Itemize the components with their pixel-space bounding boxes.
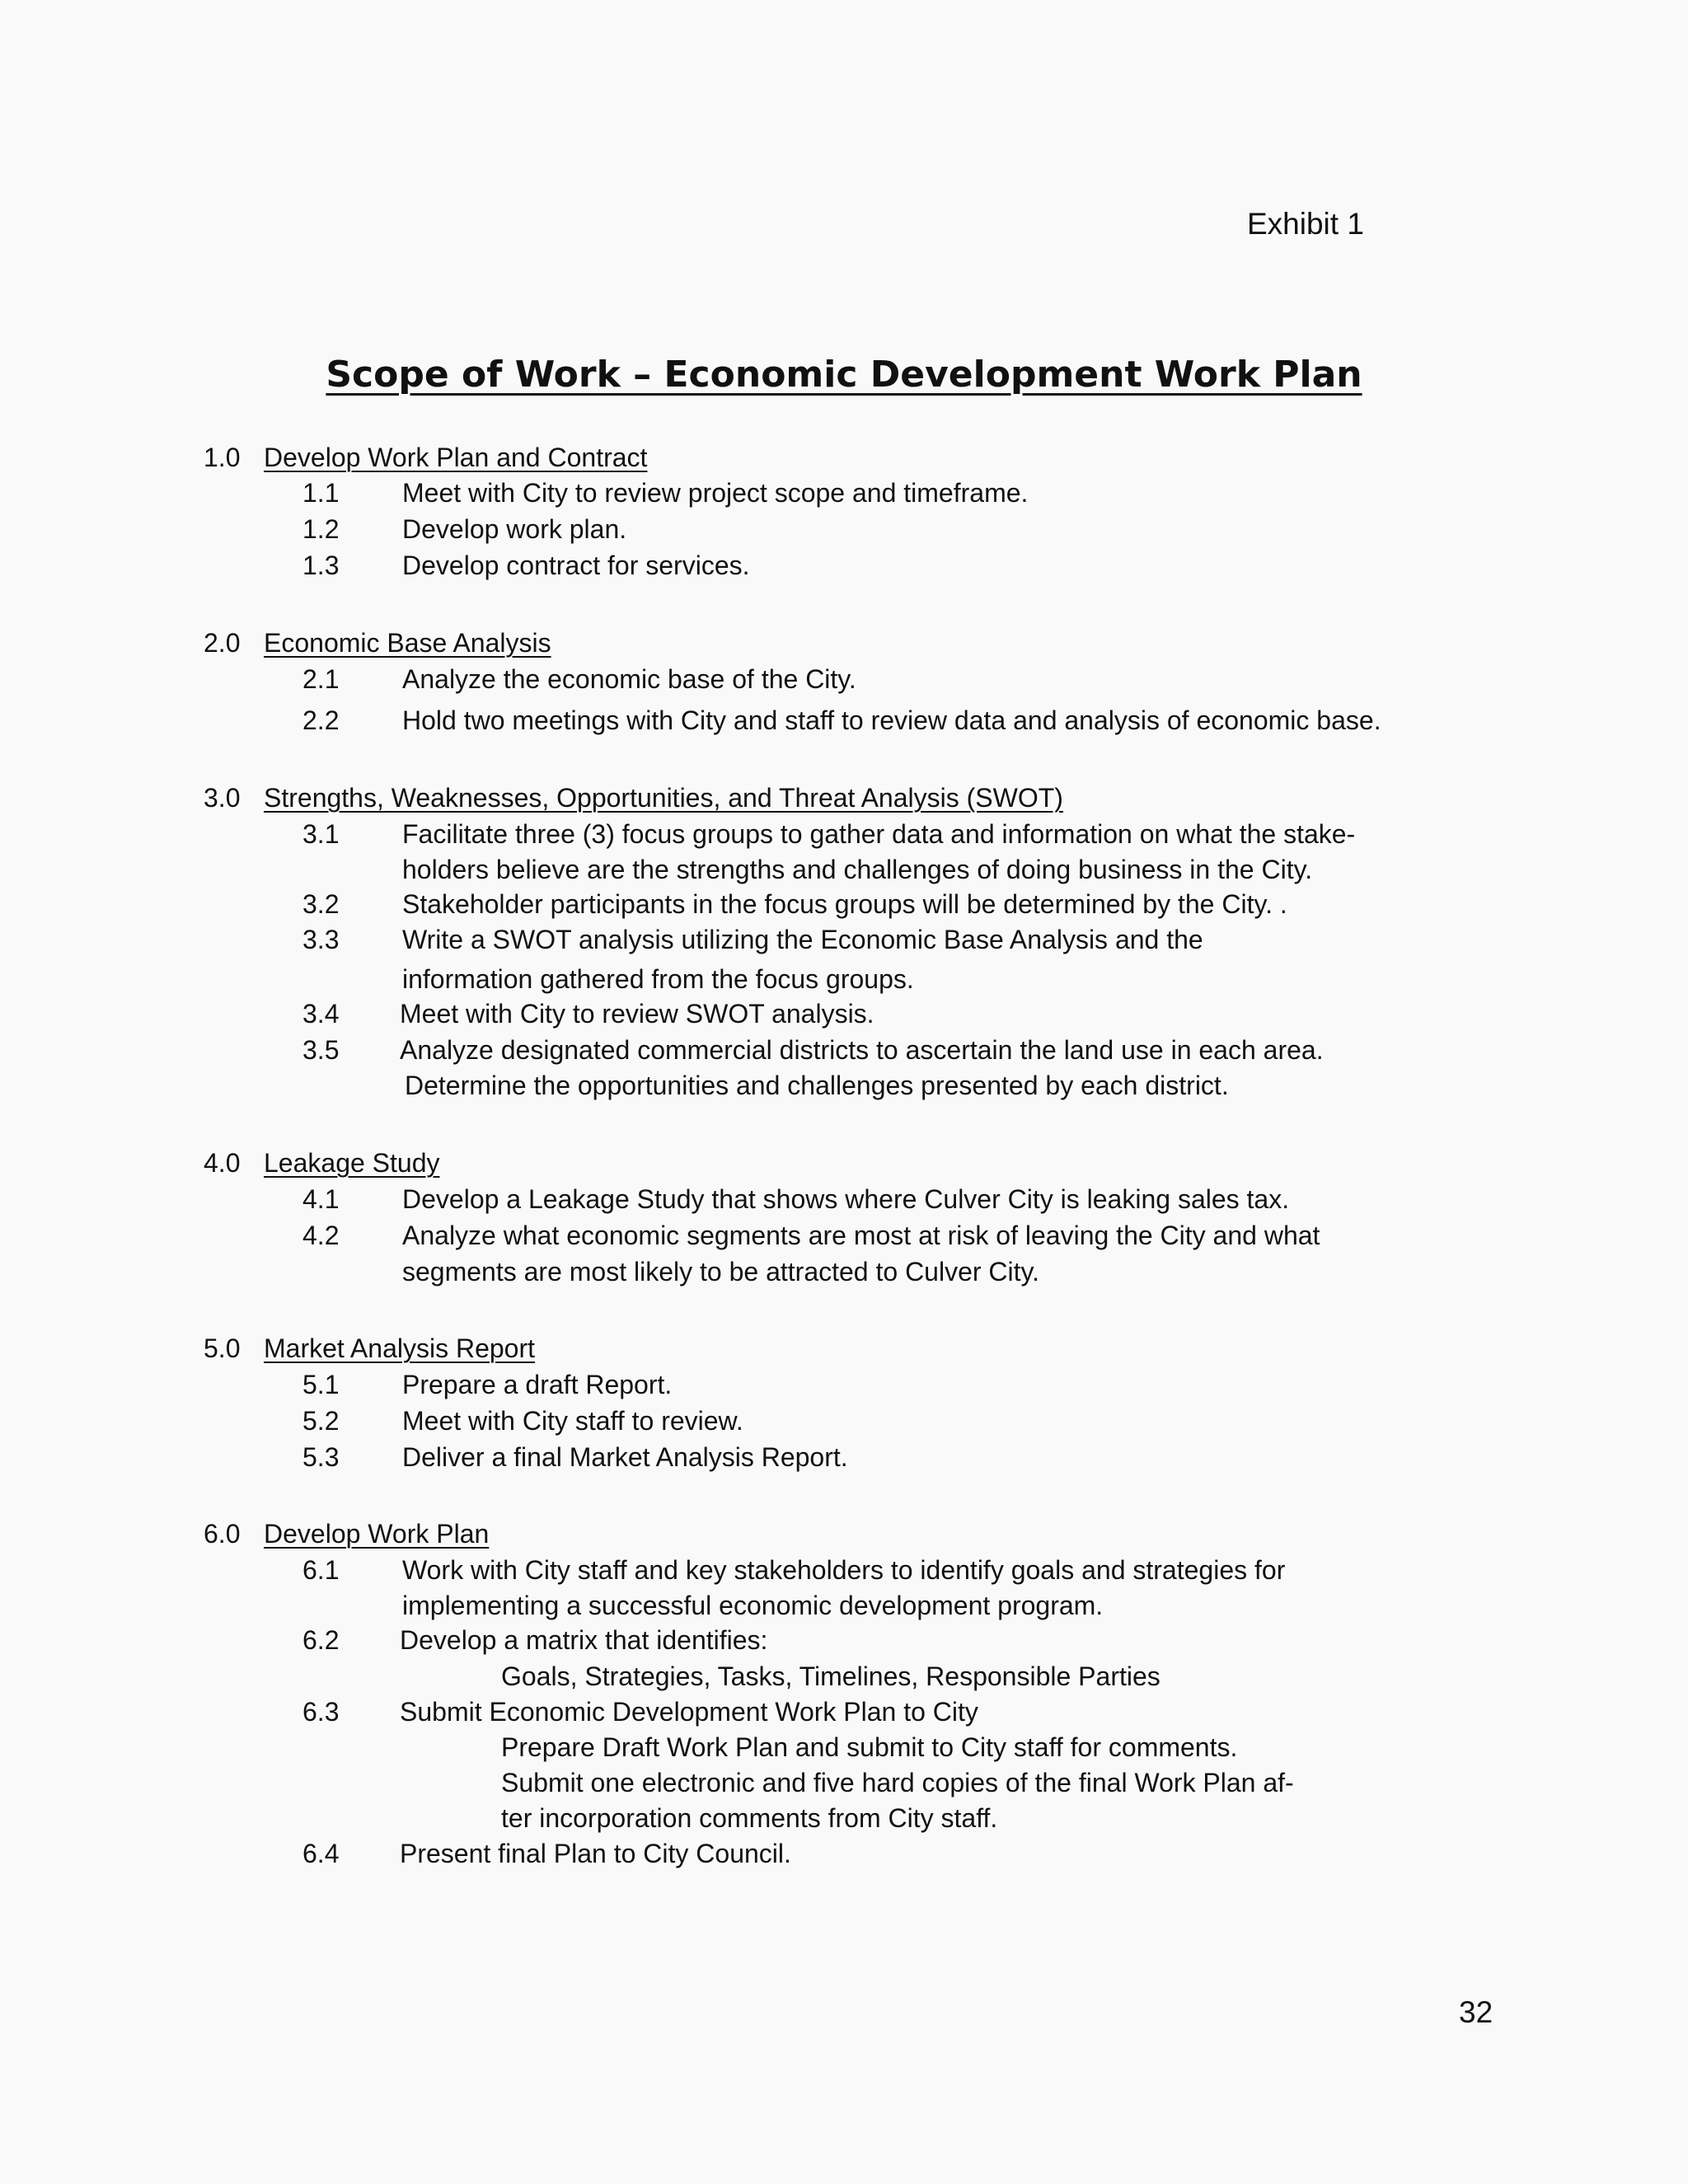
item-number: 3.4 xyxy=(302,999,340,1029)
item-number: 3.3 xyxy=(302,925,340,954)
item-text: Write a SWOT analysis utilizing the Economic Base Analysis and the xyxy=(402,925,1203,954)
section-number: 1.0 xyxy=(204,443,241,472)
item-text-continued: holders believe are the strengths and challenges of doing business in the City. xyxy=(402,855,1313,884)
item-text: Submit Economic Development Work Plan to City xyxy=(400,1697,978,1727)
item-number: 5.1 xyxy=(302,1370,340,1399)
item-text: Present final Plan to City Council. xyxy=(400,1839,791,1868)
item-number: 5.2 xyxy=(302,1406,340,1436)
item-text: Deliver a final Market Analysis Report. xyxy=(402,1442,848,1472)
item-text: Develop a Leakage Study that shows where Culver City is leaking sales tax. xyxy=(402,1184,1290,1214)
item-number: 6.1 xyxy=(302,1555,340,1585)
item-text: Analyze the economic base of the City. xyxy=(402,664,856,694)
item-text: Meet with City to review project scope and timeframe. xyxy=(402,478,1029,508)
item-number: 3.1 xyxy=(302,819,340,849)
section-title: Economic Base Analysis xyxy=(264,628,551,658)
item-text: Develop work plan. xyxy=(402,514,627,544)
section-number: 3.0 xyxy=(204,783,241,813)
item-number: 6.4 xyxy=(302,1839,340,1868)
item-number: 4.1 xyxy=(302,1184,340,1214)
item-number: 6.2 xyxy=(302,1625,340,1655)
section-title: Leakage Study xyxy=(264,1148,440,1178)
item-number: 3.2 xyxy=(302,889,340,919)
item-text: Stakeholder participants in the focus groups will be determined by the City. . xyxy=(402,889,1287,919)
item-number: 5.3 xyxy=(302,1442,340,1472)
section-title: Market Analysis Report xyxy=(264,1333,536,1363)
item-number: 1.1 xyxy=(302,478,340,508)
item-number: 2.2 xyxy=(302,705,340,735)
item-text: Hold two meetings with City and staff to review data and analysis of economic base. xyxy=(402,705,1381,735)
item-text-continued: Determine the opportunities and challenges presented by each district. xyxy=(405,1071,1229,1100)
item-text: Develop a matrix that identifies: xyxy=(400,1625,768,1655)
section-title: Develop Work Plan xyxy=(264,1519,490,1549)
item-text-continued: implementing a successful economic development program. xyxy=(402,1591,1104,1620)
section-title: Develop Work Plan and Contract xyxy=(264,443,648,472)
section-number: 4.0 xyxy=(204,1148,241,1178)
section-number: 6.0 xyxy=(204,1519,241,1549)
item-number: 1.3 xyxy=(302,551,340,580)
item-subpoint-text: Submit one electronic and five hard copies of the final Work Plan af- xyxy=(501,1768,1294,1797)
item-subpoint-text: Goals, Strategies, Tasks, Timelines, Responsible Parties xyxy=(501,1661,1160,1691)
item-text: Analyze what economic segments are most at risk of leaving the City and what xyxy=(402,1221,1320,1250)
item-text: Work with City staff and key stakeholders to identify goals and strategies for xyxy=(402,1555,1286,1585)
item-text: Meet with City to review SWOT analysis. xyxy=(400,999,874,1029)
item-number: 3.5 xyxy=(302,1035,340,1065)
item-number: 4.2 xyxy=(302,1221,340,1250)
item-text-continued: segments are most likely to be attracted to Culver City. xyxy=(402,1257,1040,1286)
item-subpoint-text: Prepare Draft Work Plan and submit to City staff for comments. xyxy=(501,1732,1238,1762)
item-text: Analyze designated commercial districts to ascertain the land use in each area. xyxy=(400,1035,1324,1065)
item-text: Facilitate three (3) focus groups to gather data and information on what the stake- xyxy=(402,819,1356,849)
item-text-continued: information gathered from the focus groups. xyxy=(402,964,914,994)
section-number: 2.0 xyxy=(204,628,241,658)
page-title: Scope of Work – Economic Development Work Plan xyxy=(326,354,1362,396)
item-number: 6.3 xyxy=(302,1697,340,1727)
exhibit-label: Exhibit 1 xyxy=(1247,207,1364,241)
item-number: 1.2 xyxy=(302,514,340,544)
section-number: 5.0 xyxy=(204,1333,241,1363)
item-number: 2.1 xyxy=(302,664,340,694)
item-subpoint-text: ter incorporation comments from City staff. xyxy=(501,1803,998,1833)
item-text: Meet with City staff to review. xyxy=(402,1406,743,1436)
section-title: Strengths, Weaknesses, Opportunities, and Threat Analysis (SWOT) xyxy=(264,783,1063,813)
page-number: 32 xyxy=(1459,1995,1493,2029)
item-text: Prepare a draft Report. xyxy=(402,1370,673,1399)
item-text: Develop contract for services. xyxy=(402,551,750,580)
